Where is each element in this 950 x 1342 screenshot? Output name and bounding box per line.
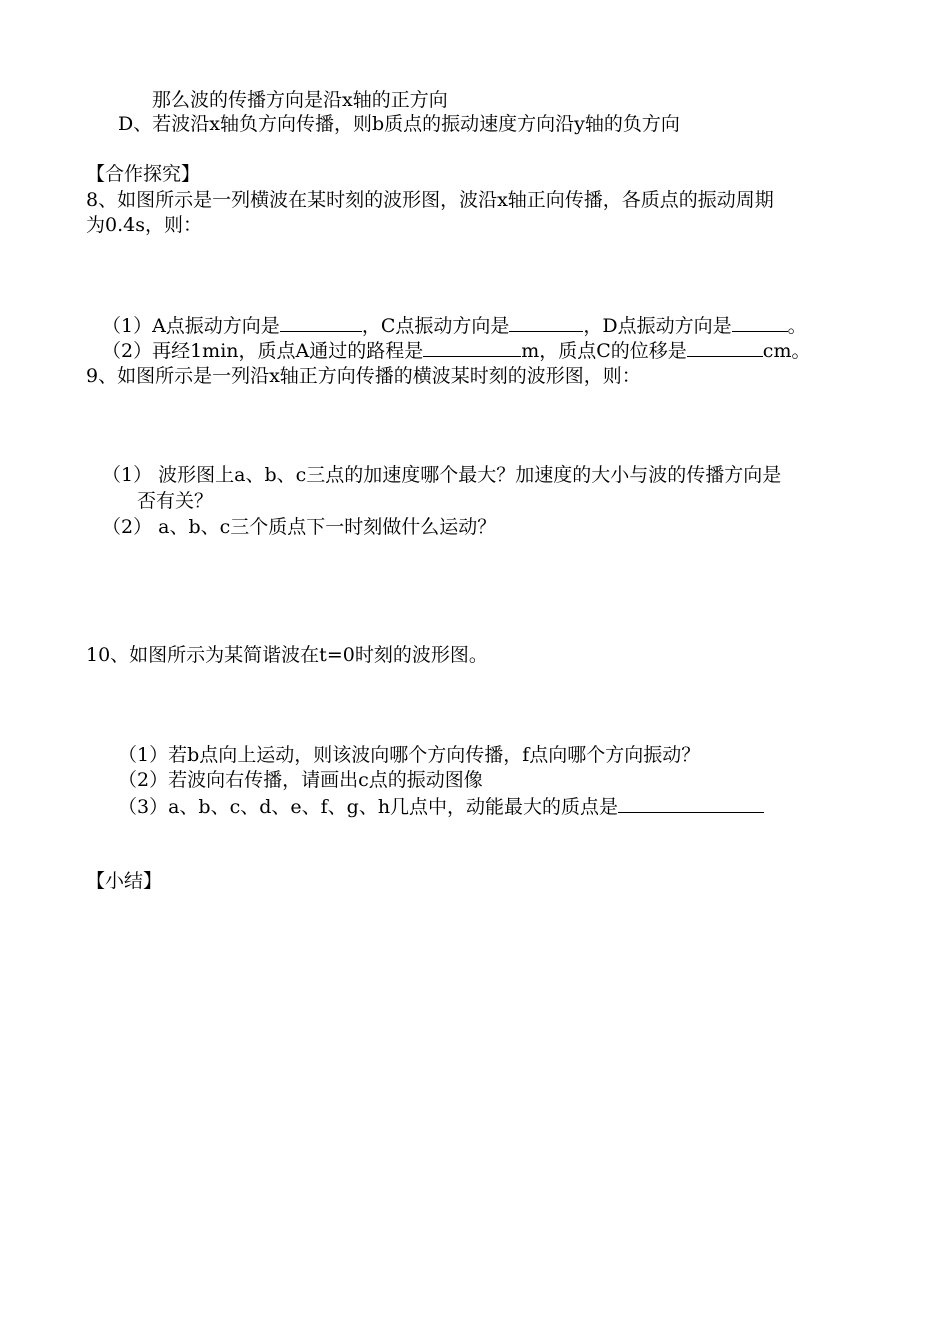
q10-part3-text: （3）a、b、c、d、e、f、g、h几点中，动能最大的质点是 xyxy=(118,796,619,818)
q8-part1-text-d: 。 xyxy=(787,315,807,337)
section-heading-summary: 【小结】 xyxy=(86,870,163,892)
q9-part1-line2: 否有关？ xyxy=(137,490,214,512)
q8-blank-d-direction[interactable] xyxy=(732,313,788,332)
q8-part2 xyxy=(102,338,810,363)
q9-part1-line1: （1） 波形图上a、b、c三点的加速度哪个最大？加速度的大小与波的传播方向是 xyxy=(102,464,782,486)
q8-stem-line1: 8、如图所示是一列横波在某时刻的波形图，波沿x轴正向传播，各质点的振动周期 xyxy=(86,189,774,211)
q8-blank-path-length[interactable] xyxy=(423,338,521,357)
q7-option-c-continuation: 那么波的传播方向是沿x轴的正方向 xyxy=(152,89,448,111)
q7-option-d: D、若波沿x轴负方向传播，则b质点的振动速度方向沿y轴的负方向 xyxy=(118,113,680,135)
q8-part2-text-a: （2）再经1min，质点A通过的路程是 xyxy=(102,340,424,362)
q10-stem: 10、如图所示为某简谐波在t=0时刻的波形图。 xyxy=(86,644,488,666)
q8-part2-text-b: m，质点C的位移是 xyxy=(521,340,687,362)
q10-part2: （2）若波向右传播，请画出c点的振动图像 xyxy=(118,769,483,791)
q8-part1-text-b: ，C点振动方向是 xyxy=(361,315,510,337)
q10-part1: （1）若b点向上运动，则该波向哪个方向传播，f点向哪个方向振动？ xyxy=(118,744,701,766)
q10-blank-max-kinetic[interactable] xyxy=(618,794,764,813)
q9-part2: （2） a、b、c三个质点下一时刻做什么运动？ xyxy=(102,516,497,538)
q8-part1 xyxy=(102,313,807,338)
q8-blank-displacement[interactable] xyxy=(687,338,763,357)
section-heading-cooperative: 【合作探究】 xyxy=(86,163,201,185)
q8-part1-text-a: （1）A点振动方向是 xyxy=(102,315,280,337)
q8-stem-line2: 为0.4s，则： xyxy=(86,214,202,236)
q8-part2-text-c: cm。 xyxy=(762,340,811,362)
q9-stem: 9、如图所示是一列沿x轴正方向传播的横波某时刻的波形图，则： xyxy=(86,365,641,387)
q8-blank-c-direction[interactable] xyxy=(509,313,583,332)
q8-part1-text-c: ，D点振动方向是 xyxy=(583,315,732,337)
q8-blank-a-direction[interactable] xyxy=(280,313,362,332)
q10-part3 xyxy=(118,794,764,819)
